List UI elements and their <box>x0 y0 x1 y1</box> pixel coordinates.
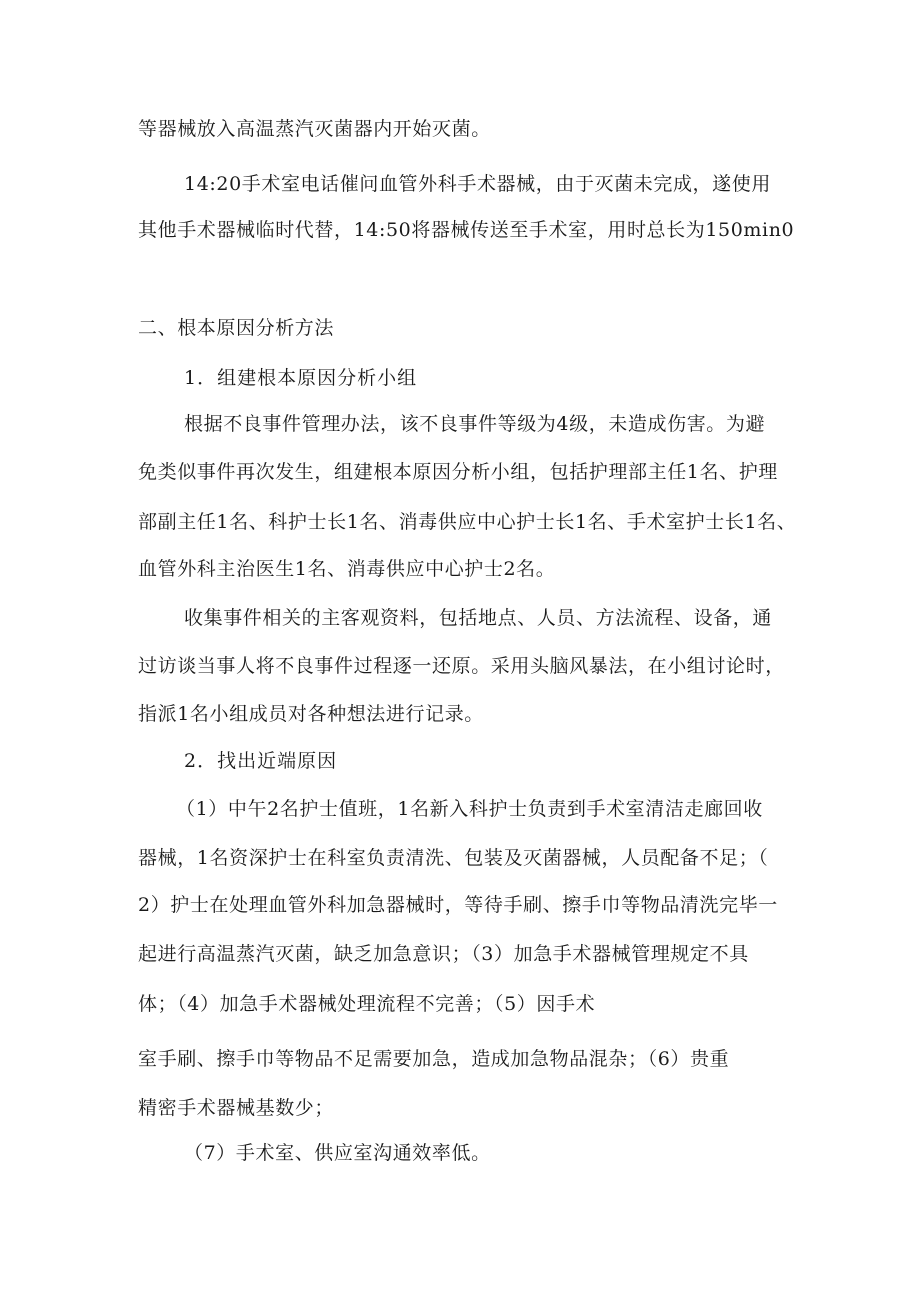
paragraph-line-16: 室手刷、擦手巾等物品不足需要加急，造成加急物品混杂；（6）贵重 <box>138 1048 730 1070</box>
paragraph-line-6: 部副主任1名、科护士长1名、消毒供应中心护士长1名、手术室护士长1名、 <box>138 511 797 533</box>
paragraph-line-13: 2）护士在处理血管外科加急器械时，等待手刷、擦手巾等物品清洗完毕一 <box>138 894 778 916</box>
paragraph-line-11: （1）中午2名护士值班，1名新入科护士负责到手术室清洁走廊回收 <box>176 798 763 820</box>
subsection-heading-2: 2．找出近端原因 <box>184 750 338 772</box>
paragraph-line-5: 免类似事件再次发生，组建根本原因分析小组，包括护理部主任1名、护理 <box>138 461 778 483</box>
paragraph-line-2: 14:20手术室电话催问血管外科手术器械，由于灭菌未完成，遂使用 <box>184 173 771 195</box>
subsection-heading-1: 1．组建根本原因分析小组 <box>184 367 418 389</box>
paragraph-line-14: 起进行高温蒸汽灭菌，缺乏加急意识；（3）加急手术器械管理规定不具 <box>138 943 749 965</box>
paragraph-line-18: （7）手术室、供应室沟通效率低。 <box>184 1142 491 1164</box>
paragraph-line-17: 精密手术器械基数少； <box>138 1097 335 1119</box>
paragraph-line-9: 过访谈当事人将不良事件过程逐一还原。采用头脑风暴法，在小组讨论时， <box>138 655 785 677</box>
paragraph-line-7: 血管外科主治医生1名、消毒供应中心护士2名。 <box>138 558 556 580</box>
paragraph-line-15: 体；（4）加急手术器械处理流程不完善；（5）因手术 <box>138 993 596 1015</box>
paragraph-line-8: 收集事件相关的主客观资料，包括地点、人员、方法流程、设备，通 <box>184 607 773 629</box>
paragraph-line-4: 根据不良事件管理办法，该不良事件等级为4级，未造成伤害。为避 <box>184 413 766 435</box>
paragraph-line-12: 器械，1名资深护士在科室负责清洗、包装及灭菌器械，人员配备不足；（ <box>138 847 769 869</box>
section-heading: 二、根本原因分析方法 <box>138 317 335 339</box>
paragraph-line-10: 指派1名小组成员对各种想法进行记录。 <box>138 703 484 725</box>
paragraph-line-1: 等器械放入高温蒸汽灭菌器内开始灭菌。 <box>138 118 491 140</box>
paragraph-line-3: 其他手术器械临时代替，14:50将器械传送至手术室，用时总长为150min0 <box>138 219 795 241</box>
